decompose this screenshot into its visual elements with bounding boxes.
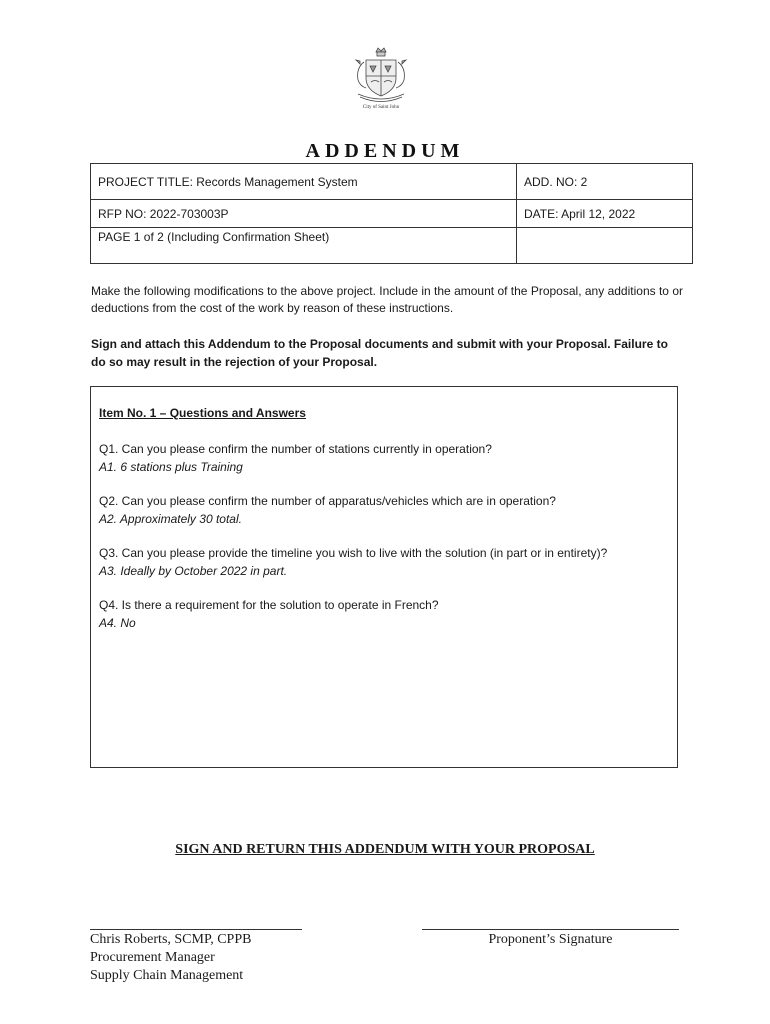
- answer: A3. Ideally by October 2022 in part.: [99, 564, 288, 578]
- crest-caption: City of Saint John: [362, 105, 400, 110]
- item-heading: Item No. 1 – Questions and Answers: [99, 406, 306, 420]
- qa-item: [99, 492, 556, 528]
- project-title-cell: PROJECT TITLE: Records Management System: [91, 164, 517, 200]
- qa-item: [99, 544, 607, 580]
- proponent-signature-label: Proponent’s Signature: [488, 932, 613, 947]
- question: Q3. Can you please provide the timeline you wish to live with the solution (in part or in entirety)?: [99, 546, 608, 560]
- signer-title: Procurement Manager: [90, 950, 215, 965]
- document-title: ADDENDUM: [305, 140, 465, 162]
- signer-name: Chris Roberts, SCMP, CPPB: [90, 932, 252, 947]
- warning-paragraph: Sign and attach this Addendum to the Proposal documents and submit with your Proposal. Failure to do so may result in the rejection of your Proposal.: [91, 337, 668, 369]
- answer: A4. No: [99, 616, 136, 630]
- empty-cell: [517, 228, 693, 264]
- items-box: [90, 386, 678, 768]
- answer: A2. Approximately 30 total.: [99, 512, 242, 526]
- proponent-signature-line: [422, 929, 679, 930]
- rfp-number-cell: RFP NO: 2022-703003P: [91, 200, 517, 228]
- question: Q4. Is there a requirement for the solution to operate in French?: [99, 598, 439, 612]
- qa-item: [99, 440, 492, 476]
- question: Q2. Can you please confirm the number of apparatus/vehicles which are in operation?: [99, 494, 556, 508]
- intro-paragraph: Make the following modifications to the above project. Include in the amount of the Proposal, any additions to or deductions from the cost of the work by reason of these instructions.: [91, 284, 683, 315]
- project-info-table: [90, 163, 693, 264]
- signer-signature-line: [90, 929, 302, 930]
- date-cell: DATE: April 12, 2022: [517, 200, 693, 228]
- page-count-cell: PAGE 1 of 2 (Including Confirmation Sheet): [91, 228, 517, 264]
- sign-return-instruction: SIGN AND RETURN THIS ADDENDUM WITH YOUR PROPOSAL: [175, 842, 595, 857]
- signer-block: [90, 931, 251, 985]
- answer: A1. 6 stations plus Training: [99, 460, 243, 474]
- qa-item: [99, 596, 439, 632]
- signer-department: Supply Chain Management: [90, 968, 244, 983]
- question: Q1. Can you please confirm the number of stations currently in operation?: [99, 442, 492, 456]
- city-crest-logo: [348, 46, 414, 116]
- crest-icon: [348, 46, 414, 106]
- addendum-number-cell: ADD. NO: 2: [517, 164, 693, 200]
